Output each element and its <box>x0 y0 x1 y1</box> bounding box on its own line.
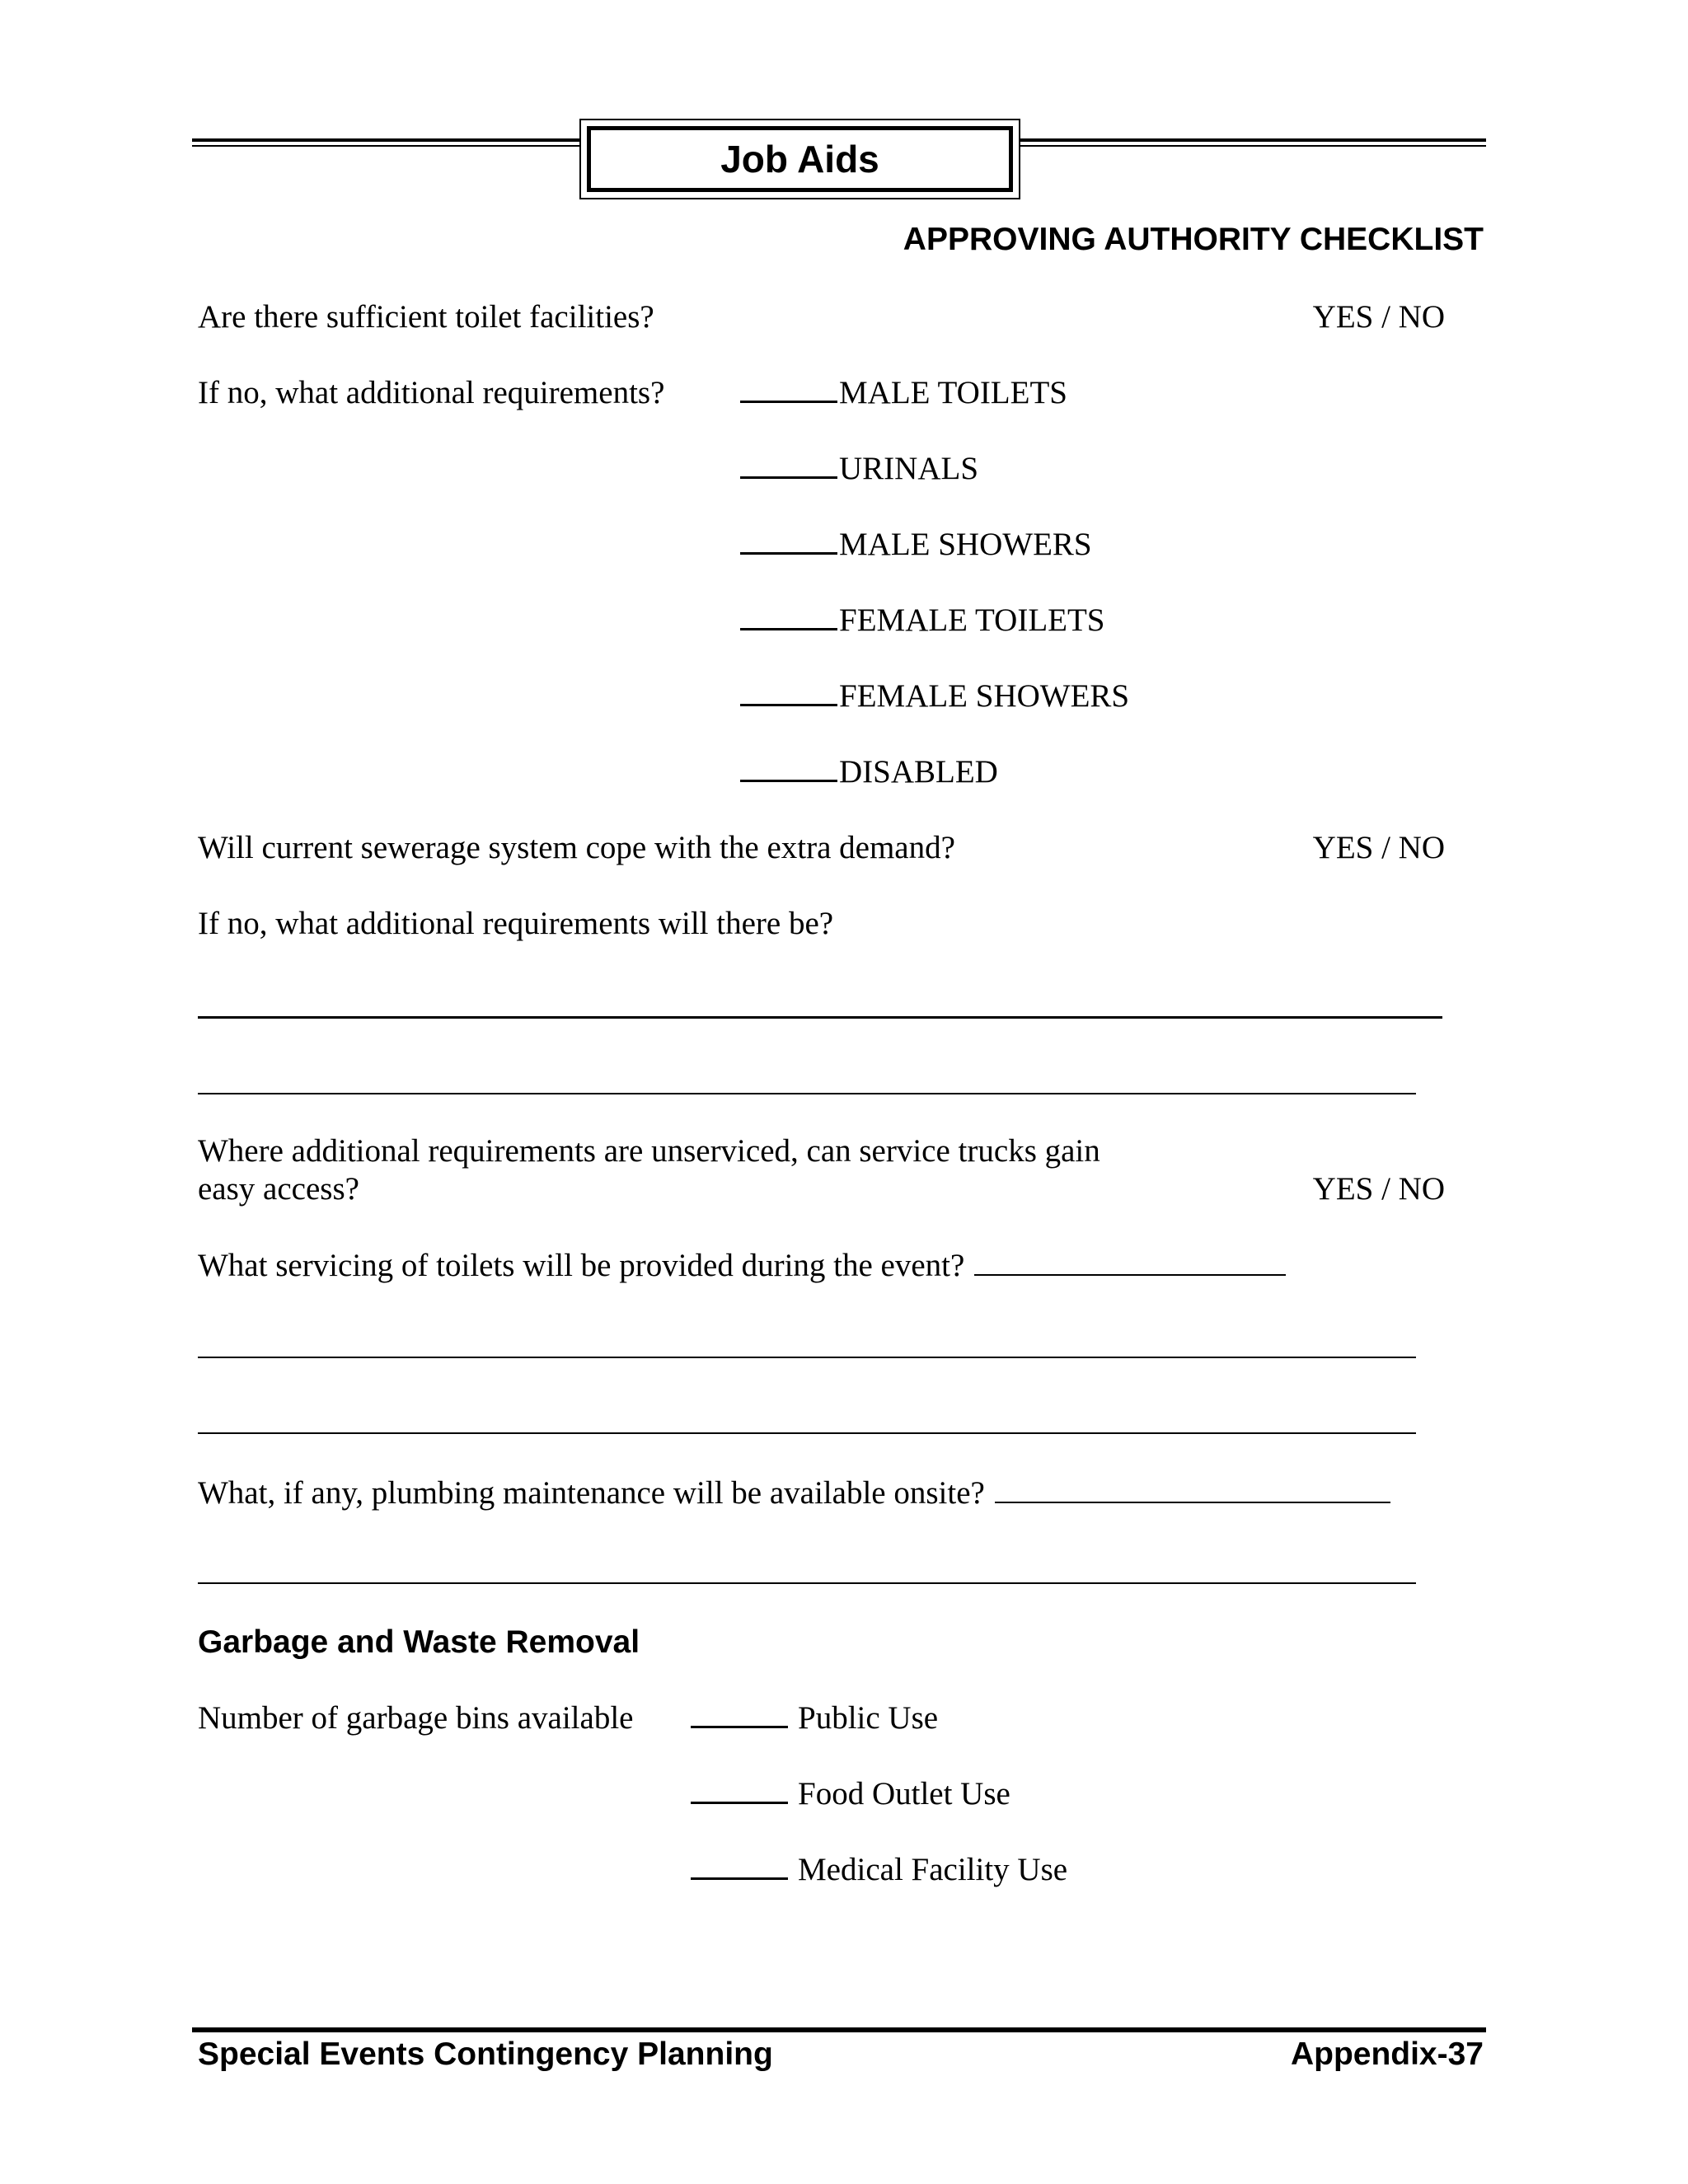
option-blank[interactable] <box>740 677 837 706</box>
servicing-answer-line[interactable] <box>974 1246 1286 1276</box>
garbage-heading: Garbage and Waste Removal <box>198 1624 640 1660</box>
sewerage-answer[interactable]: YES / NO <box>1312 830 1445 865</box>
checklist-title: APPROVING AUTHORITY CHECKLIST <box>903 222 1484 257</box>
option-blank[interactable] <box>740 374 837 403</box>
page-title: Job Aids <box>587 126 1013 192</box>
answer-line[interactable] <box>198 1016 1442 1019</box>
answer-line[interactable] <box>198 1093 1416 1094</box>
toilet-option: DISABLED <box>740 753 998 791</box>
header-rule-left <box>192 138 579 142</box>
toilet-followup: If no, what additional requirements? <box>198 375 665 410</box>
page-number: Appendix-37 <box>1290 2036 1484 2072</box>
option-blank[interactable] <box>691 1851 788 1880</box>
sewerage-question: Will current sewerage system cope with the extra demand? <box>198 830 955 865</box>
toilet-option: FEMALE SHOWERS <box>740 677 1129 715</box>
toilet-option: URINALS <box>740 450 978 488</box>
garbage-label: Number of garbage bins available <box>198 1700 634 1736</box>
option-blank[interactable] <box>740 602 837 630</box>
trucks-answer[interactable]: YES / NO <box>1312 1171 1445 1207</box>
garbage-option: Public Use <box>691 1699 938 1737</box>
toilet-option: MALE SHOWERS <box>740 526 1092 564</box>
header-rule-right <box>1020 138 1486 142</box>
answer-line[interactable] <box>198 1582 1416 1584</box>
header-rule-left-thin <box>192 145 579 147</box>
servicing-question: What servicing of toilets will be provided during the event? <box>198 1246 1286 1285</box>
footer-rule <box>192 2027 1486 2032</box>
toilet-answer[interactable]: YES / NO <box>1312 299 1445 335</box>
garbage-option: Food Outlet Use <box>691 1775 1010 1813</box>
plumbing-answer-line[interactable] <box>995 1474 1390 1503</box>
option-blank[interactable] <box>691 1699 788 1728</box>
option-blank[interactable] <box>740 450 837 479</box>
answer-line[interactable] <box>198 1432 1416 1434</box>
sewerage-followup: If no, what additional requirements will there be? <box>198 906 834 941</box>
trucks-question-line1: Where additional requirements are unserviced, can service trucks gain <box>198 1133 1100 1169</box>
plumbing-question: What, if any, plumbing maintenance will be available onsite? <box>198 1474 1390 1512</box>
option-blank[interactable] <box>740 753 837 782</box>
toilet-option: MALE TOILETS <box>740 374 1067 412</box>
toilet-option: FEMALE TOILETS <box>740 602 1104 640</box>
garbage-option: Medical Facility Use <box>691 1851 1067 1889</box>
option-blank[interactable] <box>740 526 837 555</box>
answer-line[interactable] <box>198 1357 1416 1358</box>
trucks-question-line2: easy access? <box>198 1171 359 1207</box>
header-rule-right-thin <box>1020 145 1486 147</box>
toilet-question: Are there sufficient toilet facilities? <box>198 299 654 335</box>
footer-title: Special Events Contingency Planning <box>198 2036 773 2072</box>
option-blank[interactable] <box>691 1775 788 1804</box>
title-box <box>579 119 1020 199</box>
